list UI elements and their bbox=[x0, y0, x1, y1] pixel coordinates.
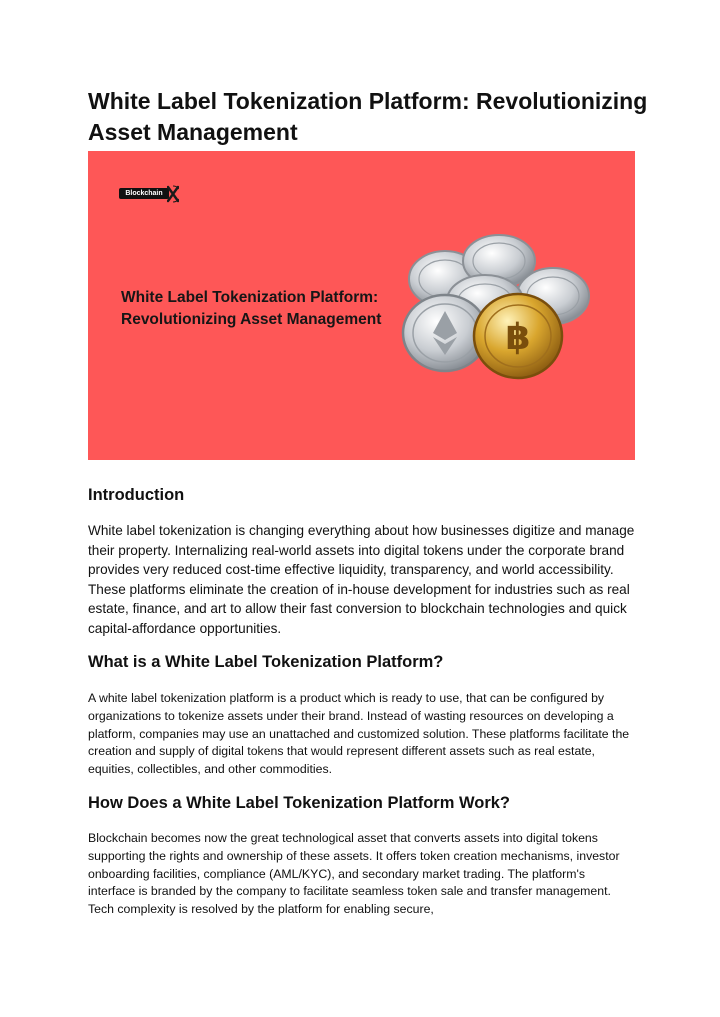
banner-headline bbox=[121, 287, 411, 331]
banner-headline-line2: Revolutionizing Asset Management bbox=[121, 311, 382, 328]
crypto-coins-illustration bbox=[393, 231, 593, 381]
section-body-how-it-works: Blockchain becomes now the great technological asset that converts assets into digital tokens supporting the rights and ownership of these assets. It offers token creation mechanisms, investor onboarding facilities, compliance (AML/KYC), and secondary market trading. The platform's interface is branded by the company to facilitate seamless token sale and transfer management. Tech complexity is resolved by the platform for enabling secure, bbox=[88, 831, 620, 917]
banner-headline-line1: White Label Tokenization Platform: bbox=[121, 289, 379, 306]
section-body-introduction: White label tokenization is changing everything about how businesses digitize and manage their property. Internalizing real-world assets into digital tokens under the corporate brand provides very reduced cost-time effective liquidity, transparency, and world accessibility. These platforms eliminate the creation of in-house development for industries such as real estate, finance, and art to allow their fast conversion to blockchain technologies and quick capital-affordance opportunities. bbox=[88, 523, 635, 636]
logo-wordmark: Blockchain bbox=[119, 188, 169, 199]
section-heading-introduction: Introduction bbox=[88, 486, 185, 504]
svg-text:฿: ฿ bbox=[505, 317, 531, 358]
hero-banner-image bbox=[88, 151, 635, 460]
section-heading-how-it-works: How Does a White Label Tokenization Platform Work? bbox=[88, 794, 511, 812]
bitcoin-coin bbox=[474, 294, 562, 378]
section-heading-what-is: What is a White Label Tokenization Platform? bbox=[88, 653, 444, 671]
document-title: White Label Tokenization Platform: Revolutionizing Asset Management bbox=[88, 88, 648, 145]
logo-x-icon bbox=[167, 185, 179, 203]
blockchainx-logo bbox=[119, 185, 179, 203]
section-body-what-is: A white label tokenization platform is a product which is ready to use, that can be configured by organizations to tokenize assets under their brand. Instead of wasting resources on developing a platform, companies may use an unattached and customized solution. These platforms facilitate the creation and supply of digital tokens that would represent different assets such as real estate, equities, collectibles, and other commodities. bbox=[88, 691, 630, 777]
